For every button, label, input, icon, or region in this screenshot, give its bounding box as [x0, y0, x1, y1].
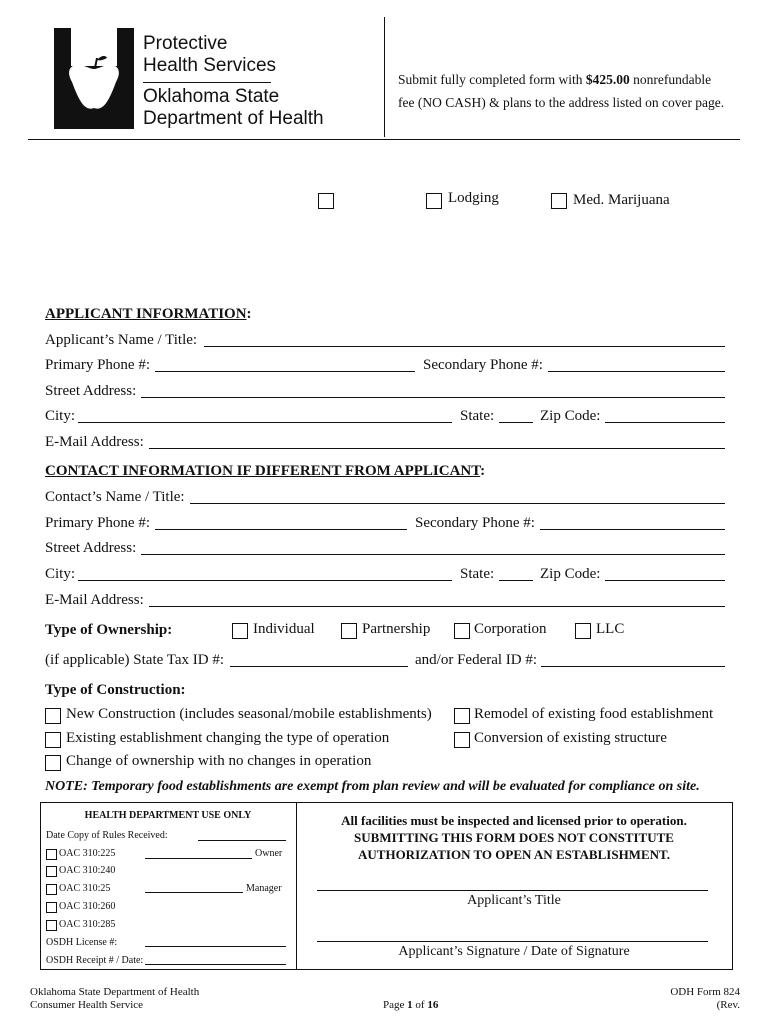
applicant-title-label: Applicant’s Title [467, 893, 561, 908]
construction-label: Type of Construction: [45, 682, 186, 698]
oac-25-checkbox[interactable] [46, 884, 57, 895]
osdh-logo [54, 28, 134, 129]
ownership-label: Type of Ownership: [45, 622, 173, 638]
oac-260-label: OAC 310:260 [59, 901, 116, 912]
llc-checkbox[interactable] [575, 623, 591, 639]
applicant-street-field[interactable] [141, 397, 725, 398]
applicant-street-label: Street Address: [45, 383, 137, 399]
manager-field[interactable] [145, 892, 243, 893]
logo-line-3: Oklahoma State [143, 86, 280, 107]
applicant-secondary-phone-field[interactable] [548, 371, 725, 372]
applicant-name-field[interactable] [204, 346, 725, 347]
footer-right [640, 986, 740, 1012]
osdh-license-label: OSDH License #: [46, 937, 118, 948]
dept-use-title: HEALTH DEPARTMENT USE ONLY [84, 810, 252, 821]
contact-city-label: City: [45, 566, 76, 582]
oac-260-checkbox[interactable] [46, 902, 57, 913]
applicant-signature-label: Applicant’s Signature / Date of Signature [398, 944, 630, 959]
llc-label: LLC [596, 621, 625, 637]
applicant-city-field[interactable] [78, 422, 452, 423]
applicant-state-field[interactable] [499, 422, 533, 423]
footer-left [30, 986, 199, 1012]
applicant-state-label: State: [460, 408, 495, 424]
change-ownership-checkbox[interactable] [45, 755, 61, 771]
apple-h-icon [54, 28, 134, 129]
inspection-notice-line-3: AUTHORIZATION TO OPEN AN ESTABLISHMENT. [358, 847, 670, 862]
applicant-signature-field[interactable] [317, 941, 708, 942]
med-marijuana-checkbox[interactable] [551, 193, 567, 209]
oac-285-label: OAC 310:285 [59, 919, 116, 930]
contact-secondary-phone-field[interactable] [540, 529, 725, 530]
lodging-label: Lodging [448, 190, 499, 206]
change-ownership-label: Change of ownership with no changes in operation [66, 753, 372, 769]
footer-department: Oklahoma State Department of Health [30, 986, 200, 998]
logo-line-4: Department of Health [143, 108, 324, 129]
contact-email-label: E-Mail Address: [45, 592, 144, 608]
oac-225-checkbox[interactable] [46, 849, 57, 860]
footer-service: Consumer Health Service [30, 999, 144, 1011]
applicant-name-label: Applicant’s Name / Title: [45, 332, 198, 348]
contact-state-label: State: [460, 566, 495, 582]
header-vertical-divider [384, 17, 385, 137]
oac-225-label: OAC 310:225 [59, 848, 116, 859]
state-tax-id-field[interactable] [230, 666, 408, 667]
conversion-label: Conversion of existing structure [474, 730, 667, 746]
inspection-notice-line-2: SUBMITTING THIS FORM DOES NOT CONSTITUTE [354, 830, 674, 845]
form-number: ODH Form 824 [670, 986, 740, 998]
federal-id-field[interactable] [541, 666, 725, 667]
changing-operation-label: Existing establishment changing the type of operation [66, 730, 390, 746]
page-number: Page 1 of 16 [383, 999, 439, 1011]
applicant-email-label: E-Mail Address: [45, 434, 144, 450]
logo-line-2: Health Services [143, 55, 277, 76]
contact-info-heading: CONTACT INFORMATION IF DIFFERENT FROM APPLICANT: [45, 463, 486, 479]
partnership-label: Partnership [362, 621, 431, 637]
applicant-title-field[interactable] [317, 890, 708, 891]
federal-id-label: and/or Federal ID #: [415, 652, 538, 668]
applicant-city-label: City: [45, 408, 76, 424]
new-construction-checkbox[interactable] [45, 708, 61, 724]
med-marijuana-label: Med. Marijuana [573, 192, 670, 208]
oac-25-label: OAC 310:25 [59, 883, 111, 894]
owner-field[interactable] [145, 858, 252, 859]
applicant-primary-phone-field[interactable] [155, 371, 415, 372]
contact-name-label: Contact’s Name / Title: [45, 489, 185, 505]
establishment-type-checkbox[interactable] [318, 193, 334, 209]
applicant-zip-field[interactable] [605, 422, 725, 423]
osdh-license-field[interactable] [145, 946, 286, 947]
contact-secondary-phone-label: Secondary Phone #: [415, 515, 535, 531]
logo-text [143, 33, 324, 130]
contact-city-field[interactable] [78, 580, 452, 581]
inspection-notice [297, 812, 731, 863]
contact-zip-label: Zip Code: [540, 566, 601, 582]
manager-label: Manager [246, 883, 282, 894]
partnership-checkbox[interactable] [341, 623, 357, 639]
logo-divider [143, 82, 271, 83]
conversion-checkbox[interactable] [454, 732, 470, 748]
lodging-checkbox[interactable] [426, 193, 442, 209]
contact-street-label: Street Address: [45, 540, 137, 556]
applicant-primary-phone-label: Primary Phone #: [45, 357, 150, 373]
fee-amount: $425.00 [585, 72, 630, 87]
osdh-receipt-label: OSDH Receipt # / Date: [46, 955, 144, 966]
form-revision: (Rev. [716, 999, 740, 1011]
individual-label: Individual [253, 621, 315, 637]
oac-240-checkbox[interactable] [46, 866, 57, 877]
remodel-checkbox[interactable] [454, 708, 470, 724]
logo-line-1: Protective [143, 33, 228, 54]
corporation-checkbox[interactable] [454, 623, 470, 639]
submit-line-2: fee (NO CASH) & plans to the address listed on cover page. [398, 95, 725, 110]
submit-line-1: Submit fully completed form with $425.00 nonrefundable [398, 72, 712, 87]
applicant-secondary-phone-label: Secondary Phone #: [423, 357, 543, 373]
remodel-label: Remodel of existing food establishment [474, 706, 714, 722]
osdh-receipt-field[interactable] [145, 964, 286, 965]
oac-240-label: OAC 310:240 [59, 865, 116, 876]
contact-email-field[interactable] [149, 606, 725, 607]
new-construction-label: New Construction (includes seasonal/mobile establishments) [66, 706, 432, 722]
applicant-info-heading: APPLICANT INFORMATION: [45, 306, 252, 322]
oac-285-checkbox[interactable] [46, 920, 57, 931]
header-rule [28, 139, 740, 140]
inspection-notice-line-1: All facilities must be inspected and licensed prior to operation. [341, 813, 687, 828]
applicant-email-field[interactable] [149, 448, 725, 449]
applicant-zip-label: Zip Code: [540, 408, 601, 424]
temporary-note: NOTE: Temporary food establishments are exempt from plan review and will be evaluated for compliance on site. [45, 779, 700, 794]
date-copy-label: Date Copy of Rules Received: [46, 830, 168, 841]
changing-operation-checkbox[interactable] [45, 732, 61, 748]
contact-primary-phone-field[interactable] [155, 529, 407, 530]
contact-street-field[interactable] [141, 554, 725, 555]
contact-zip-field[interactable] [605, 580, 725, 581]
contact-state-field[interactable] [499, 580, 533, 581]
contact-name-field[interactable] [190, 503, 725, 504]
submit-instructions [398, 68, 724, 114]
contact-primary-phone-label: Primary Phone #: [45, 515, 150, 531]
corporation-label: Corporation [474, 621, 547, 637]
date-copy-field[interactable] [198, 840, 286, 841]
owner-label: Owner [255, 848, 283, 859]
individual-checkbox[interactable] [232, 623, 248, 639]
state-tax-id-label: (if applicable) State Tax ID #: [45, 652, 225, 668]
